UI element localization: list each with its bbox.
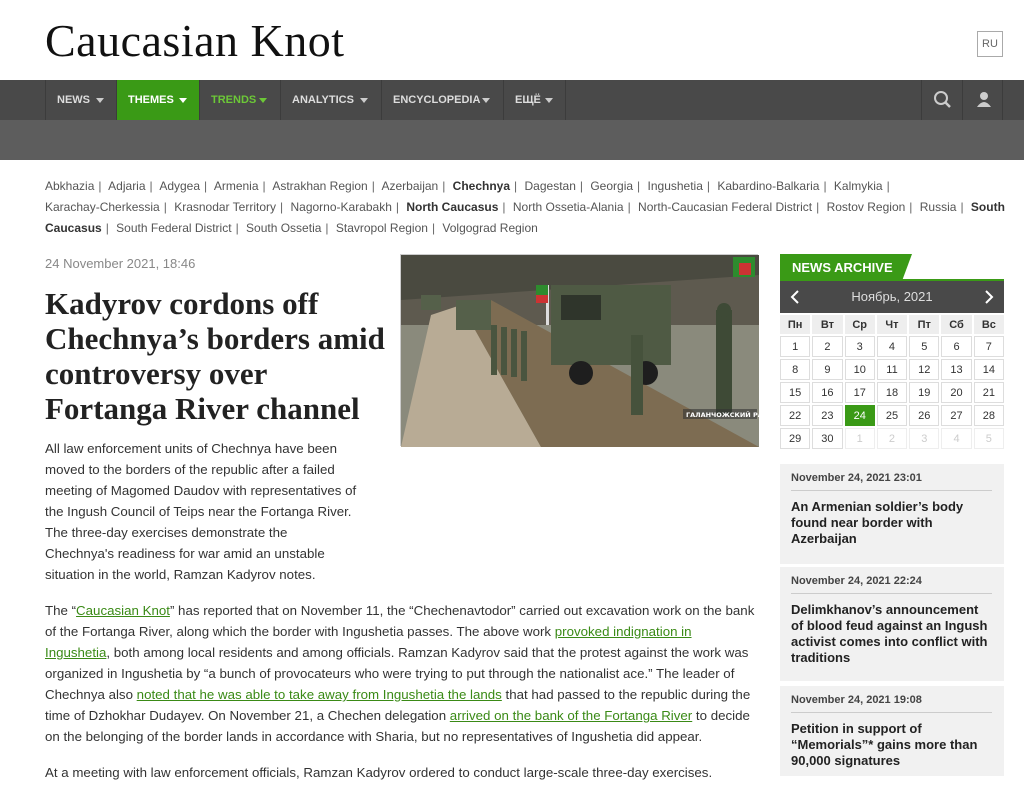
weekday-header: Вс bbox=[974, 315, 1004, 334]
calendar-day[interactable]: 5 bbox=[909, 336, 939, 357]
region-link[interactable]: South Federal District bbox=[116, 221, 232, 235]
separator: | bbox=[280, 200, 284, 214]
calendar-day[interactable]: 10 bbox=[845, 359, 875, 380]
calendar-day[interactable]: 26 bbox=[909, 405, 939, 426]
calendar-day[interactable]: 6 bbox=[941, 336, 971, 357]
calendar-day[interactable]: 14 bbox=[974, 359, 1004, 380]
weekday-header: Вт bbox=[812, 315, 842, 334]
separator: | bbox=[816, 200, 820, 214]
calendar-day-outside: 5 bbox=[974, 428, 1004, 449]
news-date: November 24, 2021 19:08 bbox=[791, 694, 992, 713]
calendar-day[interactable]: 17 bbox=[845, 382, 875, 403]
calendar-day[interactable]: 1 bbox=[780, 336, 810, 357]
news-headline[interactable]: An Armenian soldier’s body found near border with Azerbaijan bbox=[791, 499, 964, 546]
news-headline[interactable]: Petition in support of “Memorials”* gains more than 90,000 signatures bbox=[791, 721, 978, 768]
separator: | bbox=[325, 221, 329, 235]
calendar-day[interactable]: 16 bbox=[812, 382, 842, 403]
weekday-header: Пн bbox=[780, 315, 810, 334]
prev-month-button[interactable] bbox=[782, 281, 808, 313]
region-link[interactable]: Karachay-Cherkessia bbox=[45, 200, 160, 214]
weekday-header: Чт bbox=[877, 315, 907, 334]
took-lands-link[interactable]: noted that he was able to take away from Ingushetia the lands bbox=[136, 687, 502, 702]
next-month-button[interactable] bbox=[976, 281, 1002, 313]
news-archive-tab bbox=[780, 254, 1004, 281]
calendar-day[interactable]: 24 bbox=[845, 405, 875, 426]
text-fragment: The “ bbox=[45, 603, 77, 618]
separator: | bbox=[579, 179, 583, 193]
text-fragment: ” has reported that on November 11, the “Chechenavtodor” carried out excavation work on the bank of the Fortanga River, along which the border with Ingushetia passes. The above work bbox=[45, 603, 755, 639]
nav-analytics-label: ANALYTICS bbox=[292, 94, 354, 106]
photo-caption: ГАЛАНЧОЖСКИЙ РАЙОН bbox=[686, 411, 780, 419]
calendar-day[interactable]: 15 bbox=[780, 382, 810, 403]
nav-news-label: NEWS bbox=[57, 94, 90, 106]
weekday-header: Сб bbox=[941, 315, 971, 334]
calendar-day[interactable]: 27 bbox=[941, 405, 971, 426]
calendar-day[interactable]: 2 bbox=[812, 336, 842, 357]
text-fragment: , both among local residents and among officials. Ramzan Kadyrov said that the protest against the work was organized in Ingushetia by “a bunch of provocateurs who were trying to put through the nationalist ace.” The leader of Chechnya also bbox=[45, 645, 749, 702]
calendar-day[interactable]: 28 bbox=[974, 405, 1004, 426]
separator: | bbox=[262, 179, 266, 193]
calendar-day[interactable]: 7 bbox=[974, 336, 1004, 357]
calendar-day-outside: 1 bbox=[845, 428, 875, 449]
separator: | bbox=[502, 200, 506, 214]
separator: | bbox=[204, 179, 208, 193]
region-link[interactable]: Stavropol Region bbox=[335, 221, 428, 235]
calendar-day[interactable]: 21 bbox=[974, 382, 1004, 403]
chevron-down-icon bbox=[482, 98, 490, 103]
separator: | bbox=[98, 179, 102, 193]
nav-themes-label: THEMES bbox=[128, 94, 174, 106]
region-link[interactable]: Chechnya bbox=[452, 179, 511, 193]
nav-more-label: ЕЩЁ bbox=[515, 94, 541, 106]
calendar-day[interactable]: 23 bbox=[812, 405, 842, 426]
separator: | bbox=[960, 200, 964, 214]
region-link[interactable]: Armenia bbox=[213, 179, 259, 193]
region-link[interactable]: Dagestan bbox=[524, 179, 576, 193]
separator: | bbox=[823, 179, 827, 193]
chevron-right-icon bbox=[976, 281, 1002, 313]
news-date: November 24, 2021 22:24 bbox=[791, 575, 992, 594]
separator: | bbox=[395, 200, 400, 214]
chevron-left-icon bbox=[782, 281, 808, 313]
calendar-day-outside: 4 bbox=[941, 428, 971, 449]
calendar-day[interactable]: 20 bbox=[941, 382, 971, 403]
calendar-grid bbox=[778, 313, 1006, 451]
news-archive-title[interactable]: NEWS ARCHIVE bbox=[780, 254, 902, 281]
caucasian-knot-link[interactable]: Caucasian Knot bbox=[76, 603, 170, 618]
separator: | bbox=[909, 200, 913, 214]
article-photo[interactable] bbox=[400, 254, 780, 446]
chevron-down-icon bbox=[179, 98, 187, 103]
region-link[interactable]: Abkhazia bbox=[45, 179, 95, 193]
separator: | bbox=[163, 200, 167, 214]
region-link[interactable]: Adygea bbox=[159, 179, 201, 193]
nav-encyclopedia[interactable] bbox=[381, 80, 503, 120]
article-date: 24 November 2021, 18:46 bbox=[45, 256, 196, 271]
region-link[interactable]: North-Caucasian Federal District bbox=[638, 200, 813, 214]
calendar-month: Ноябрь, 2021 bbox=[851, 289, 933, 304]
news-date: November 24, 2021 23:01 bbox=[791, 472, 992, 491]
calendar-header bbox=[780, 281, 1004, 313]
article-lead: All law enforcement units of Chechnya have been moved to the borders of the republic after a failed meeting of Magomed Daudov with representatives of the Ingush Council of Teips near the Fortanga River. The three-day exercises demonstrate the Chechnya's readiness for war amid an unstable situation in the world, Ramzan Kadyrov notes. bbox=[45, 441, 357, 582]
weekday-header: Пт bbox=[909, 315, 939, 334]
text-fragment: that had passed to the republic during the time of Dzhokhar Dudayev. On November 21, a Chechen delegation bbox=[45, 687, 751, 723]
chevron-down-icon bbox=[96, 98, 104, 103]
search-button[interactable] bbox=[921, 80, 962, 120]
calendar-day[interactable]: 3 bbox=[845, 336, 875, 357]
separator: | bbox=[627, 200, 631, 214]
region-link[interactable]: Kabardino-Balkaria bbox=[717, 179, 820, 193]
calendar-day[interactable]: 29 bbox=[780, 428, 810, 449]
calendar-day[interactable]: 13 bbox=[941, 359, 971, 380]
text-fragment: to decide on the belonging of the border lands in accordance with Sharia, but no representatives of Ingushetia did appear. bbox=[45, 708, 750, 744]
nav-more[interactable] bbox=[503, 80, 566, 120]
region-link[interactable]: Rostov Region bbox=[826, 200, 906, 214]
nav-trends[interactable] bbox=[199, 80, 280, 120]
region-link[interactable]: Kalmykia bbox=[833, 179, 883, 193]
search-icon bbox=[922, 80, 963, 120]
separator: | bbox=[371, 179, 375, 193]
article-body bbox=[45, 438, 757, 798]
separator: | bbox=[235, 221, 239, 235]
calendar-day[interactable]: 19 bbox=[909, 382, 939, 403]
separator: | bbox=[442, 179, 446, 193]
region-link[interactable]: Azerbaijan bbox=[381, 179, 439, 193]
news-item[interactable] bbox=[780, 567, 1004, 681]
user-button[interactable] bbox=[962, 80, 1003, 120]
nav-themes[interactable] bbox=[116, 80, 199, 120]
region-link[interactable]: North Ossetia-Alania bbox=[512, 200, 624, 214]
fortanga-bank-link[interactable]: arrived on the bank of the Fortanga River bbox=[449, 708, 693, 723]
region-link[interactable]: South Caucasus bbox=[45, 200, 1005, 235]
region-list bbox=[45, 176, 1020, 239]
region-link[interactable]: North Caucasus bbox=[406, 200, 499, 214]
separator: | bbox=[637, 179, 641, 193]
language-switch[interactable]: RU bbox=[977, 31, 1003, 57]
nav-encyclopedia-label: ENCYCLOPEDIA bbox=[393, 94, 481, 106]
separator: | bbox=[149, 179, 153, 193]
calendar-day-outside: 2 bbox=[877, 428, 907, 449]
sub-nav bbox=[0, 120, 1024, 160]
nav-trends-label: TRENDS bbox=[211, 94, 257, 106]
calendar-day[interactable]: 8 bbox=[780, 359, 810, 380]
nav-news[interactable] bbox=[45, 80, 116, 120]
region-link[interactable]: South Ossetia bbox=[246, 221, 322, 235]
article-paragraph bbox=[45, 600, 757, 747]
region-link[interactable]: Astrakhan Region bbox=[272, 179, 368, 193]
provoked-indignation-link[interactable]: provoked indignation in Ingushetia bbox=[45, 624, 692, 660]
calendar-day[interactable]: 9 bbox=[812, 359, 842, 380]
chevron-down-icon bbox=[545, 98, 553, 103]
main-nav bbox=[0, 80, 1024, 120]
region-link[interactable]: Georgia bbox=[590, 179, 634, 193]
photo-image bbox=[401, 255, 780, 447]
separator: | bbox=[514, 179, 518, 193]
region-link[interactable]: Ingushetia bbox=[647, 179, 703, 193]
calendar-day[interactable]: 22 bbox=[780, 405, 810, 426]
user-icon bbox=[963, 80, 1004, 120]
calendar-day[interactable]: 18 bbox=[877, 382, 907, 403]
region-link[interactable]: Volgograd Region bbox=[442, 221, 538, 235]
separator: | bbox=[886, 179, 890, 193]
site-logo[interactable]: Caucasian Knot bbox=[45, 15, 345, 66]
header bbox=[0, 0, 1024, 80]
chevron-down-icon bbox=[360, 98, 368, 103]
region-link[interactable]: Krasnodar Territory bbox=[174, 200, 277, 214]
region-link[interactable]: Russia bbox=[919, 200, 957, 214]
news-headline[interactable]: Delimkhanov’s announcement of blood feud against an Ingush activist comes into conflict with traditions bbox=[791, 602, 988, 665]
separator: | bbox=[105, 221, 109, 235]
news-item[interactable] bbox=[780, 464, 1004, 564]
calendar-day[interactable]: 11 bbox=[877, 359, 907, 380]
article-paragraph: At a meeting with law enforcement officials, Ramzan Kadyrov ordered to conduct large-scale three-day exercises. bbox=[45, 765, 713, 780]
article-title: Kadyrov cordons off Chechnya’s borders amid controversy over Fortanga River channel bbox=[45, 286, 385, 426]
calendar-day-outside: 3 bbox=[909, 428, 939, 449]
nav-analytics[interactable] bbox=[280, 80, 381, 120]
calendar-day[interactable]: 4 bbox=[877, 336, 907, 357]
calendar-day[interactable]: 30 bbox=[812, 428, 842, 449]
separator: | bbox=[706, 179, 711, 193]
news-archive bbox=[780, 254, 1004, 451]
calendar-day[interactable]: 25 bbox=[877, 405, 907, 426]
separator: | bbox=[431, 221, 436, 235]
chevron-down-icon bbox=[259, 98, 267, 103]
weekday-header: Ср bbox=[845, 315, 875, 334]
region-link[interactable]: Adjaria bbox=[108, 179, 146, 193]
region-link[interactable]: Nagorno-Karabakh bbox=[290, 200, 392, 214]
news-item[interactable] bbox=[780, 686, 1004, 776]
calendar-day[interactable]: 12 bbox=[909, 359, 939, 380]
